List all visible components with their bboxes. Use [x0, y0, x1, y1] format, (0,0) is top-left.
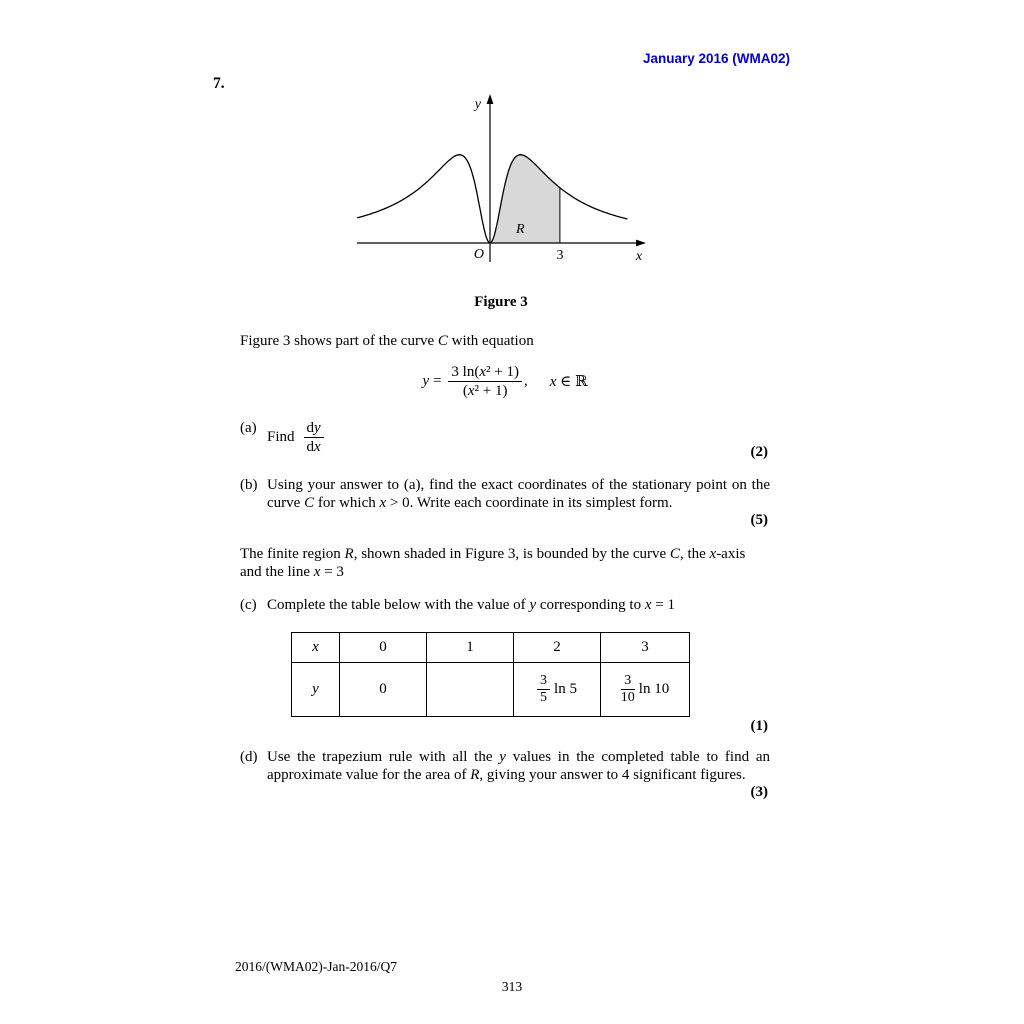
dydx-fraction — [304, 420, 324, 455]
table-y-1-blank — [427, 663, 514, 717]
curve-C — [357, 155, 627, 243]
region-label: R — [516, 222, 525, 237]
region-statement: The finite region R, shown shaded in Figure 3, is bounded by the curve C, the x-axis and the line x = 3 — [240, 546, 746, 580]
dydx-numerator: dy — [304, 420, 324, 438]
part-c-marks: (1) — [750, 718, 768, 734]
part-a-text: Find — [267, 428, 295, 445]
part-c-text: Complete the table below with the value of y corresponding to x = 1 — [267, 597, 675, 613]
part-b-text: Using your answer to (a), find the exact coordinates of the stationary point on the curve C for which x > 0. Write each coordinate in its simplest form. — [267, 477, 770, 511]
figure-3-graph — [355, 92, 647, 272]
values-table — [291, 632, 690, 717]
shaded-region-R — [490, 155, 560, 243]
part-d-text: Use the trapezium rule with all the y values in the completed table to find an approximate value for the area of R, giving your answer to 4 significant figures. — [267, 749, 770, 783]
table-y-3: $\frac{3}{10}$ ln 10 — [601, 663, 690, 717]
table-var-y: y — [292, 663, 340, 717]
equation-denominator: (x² + 1) — [462, 383, 508, 399]
table-y-2: $\frac{3}{5}$ ln 5 — [514, 663, 601, 717]
part-d — [240, 749, 770, 784]
table-header-row — [292, 633, 690, 663]
footer-reference: 2016/(WMA02)-Jan-2016/Q7 — [235, 959, 397, 974]
x-axis-arrow-icon — [636, 240, 646, 247]
part-a-marks: (2) — [750, 444, 768, 460]
part-b-label: (b) — [240, 477, 258, 493]
part-d-marks: (3) — [750, 784, 768, 800]
part-b-marks: (5) — [750, 512, 768, 528]
question-number: 7. — [213, 75, 225, 92]
intro-text: Figure 3 shows part of the curve C with equation — [240, 333, 534, 349]
equation-comma: , — [523, 373, 528, 389]
table-value-row — [292, 663, 690, 717]
part-c-label: (c) — [240, 597, 257, 613]
y3-fraction: $\frac{3}{10}$ — [620, 673, 635, 705]
part-d-label: (d) — [240, 749, 258, 765]
table-x-3: 3 — [601, 633, 690, 663]
part-a — [240, 420, 770, 455]
page-number: 313 — [501, 979, 523, 994]
y-axis-label: y — [474, 97, 481, 112]
part-b — [240, 477, 770, 512]
x-tick-label-3: 3 — [556, 248, 564, 263]
table-x-1: 1 — [427, 633, 514, 663]
x-axis-label: x — [635, 249, 643, 264]
equation-fraction — [448, 364, 522, 399]
part-c — [240, 597, 770, 615]
table-y-0: 0 — [340, 663, 427, 717]
equation-numerator: 3 ln(x² + 1) — [448, 364, 522, 382]
origin-label: O — [473, 247, 484, 262]
part-a-label: (a) — [240, 420, 257, 436]
table-x-2: 2 — [514, 633, 601, 663]
table-var-x: x — [292, 633, 340, 663]
y-axis-arrow-icon — [487, 94, 494, 104]
table-x-0: 0 — [340, 633, 427, 663]
dydx-denominator: dx — [306, 439, 321, 455]
curve-equation — [240, 364, 770, 399]
figure-caption: Figure 3 — [474, 294, 528, 310]
paper-header: January 2016 (WMA02) — [642, 51, 790, 66]
equation-lhs: y = — [422, 373, 442, 389]
y2-fraction: $\frac{3}{5}$ — [537, 674, 550, 705]
equation-domain: x ∈ ℝ — [549, 374, 588, 390]
